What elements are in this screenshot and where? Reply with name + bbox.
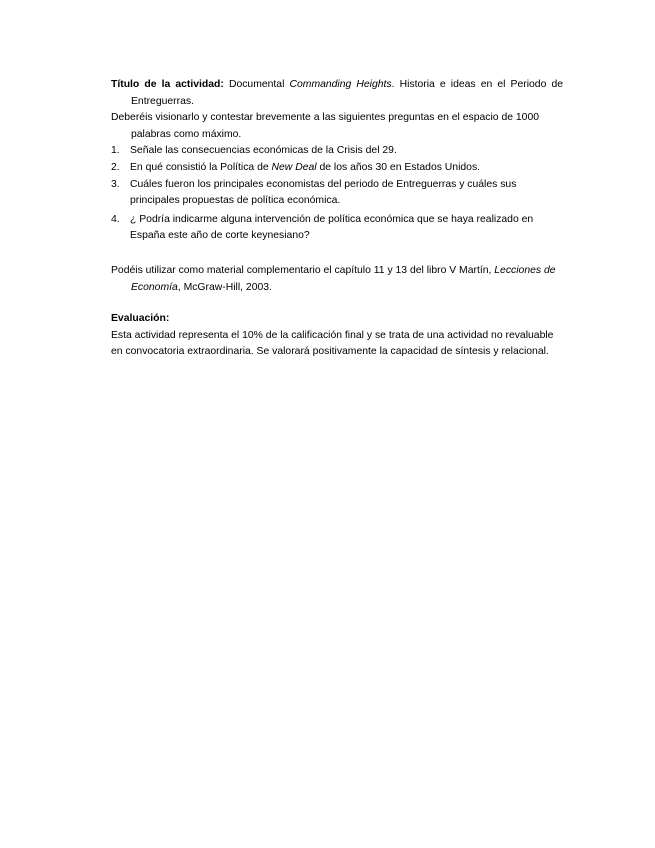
question-item-4 bbox=[111, 212, 563, 245]
evaluation-heading-text: Evaluación: bbox=[111, 313, 170, 325]
question-item-3 bbox=[111, 177, 563, 210]
question-number: 2. bbox=[111, 161, 120, 173]
question-number: 3. bbox=[111, 178, 120, 190]
material-italic: Lecciones de Economía bbox=[131, 264, 556, 293]
question-text: Cuáles fueron los principales economistas del periodo de Entreguerras y cuáles sus principales propuestas de política económica. bbox=[130, 178, 517, 207]
question-text-2: de los años 30 en Estados Unidos. bbox=[316, 161, 481, 173]
question-number: 1. bbox=[111, 145, 120, 157]
question-item-1 bbox=[111, 143, 563, 160]
question-number: 4. bbox=[111, 213, 120, 225]
evaluation-paragraph: Esta actividad representa el 10% de la calificación final y se trata de una actividad no revaluable en convocatoria extraordinaria. Se valorará positivamente la capacidad de síntesis y relacional. bbox=[111, 329, 554, 358]
material-paragraph bbox=[111, 263, 563, 296]
activity-title-italic: Commanding Heights bbox=[289, 79, 392, 90]
question-text-1: En qué consistió la Política de bbox=[130, 161, 272, 173]
questions-list bbox=[111, 143, 563, 245]
material-text-2: , McGraw-Hill, 2003. bbox=[177, 281, 272, 293]
activity-title-text-2: . Historia e ideas en el Periodo de Entreguerras. bbox=[131, 79, 564, 107]
question-text: Señale las consecuencias económicas de la Crisis del 29. bbox=[130, 145, 397, 157]
activity-title-label: Título de la actividad: bbox=[111, 79, 224, 90]
evaluation-heading bbox=[111, 311, 563, 328]
instructions-paragraph: Deberéis visionarlo y contestar brevemente a las siguientes preguntas en el espacio de 1000 palabras como máximo. bbox=[111, 112, 540, 140]
activity-title-text-1: Documental bbox=[223, 79, 290, 90]
question-text: ¿ Podría indicarme alguna intervención de política económica que se haya realizado en España este año de corte keynesiano? bbox=[130, 213, 534, 242]
document-content bbox=[111, 77, 563, 361]
activity-title bbox=[111, 77, 563, 110]
question-item-2 bbox=[111, 160, 563, 177]
question-text-italic: New Deal bbox=[271, 161, 317, 173]
material-text-1: Podéis utilizar como material complementario el capítulo 11 y 13 del libro V Martín, bbox=[111, 264, 495, 276]
